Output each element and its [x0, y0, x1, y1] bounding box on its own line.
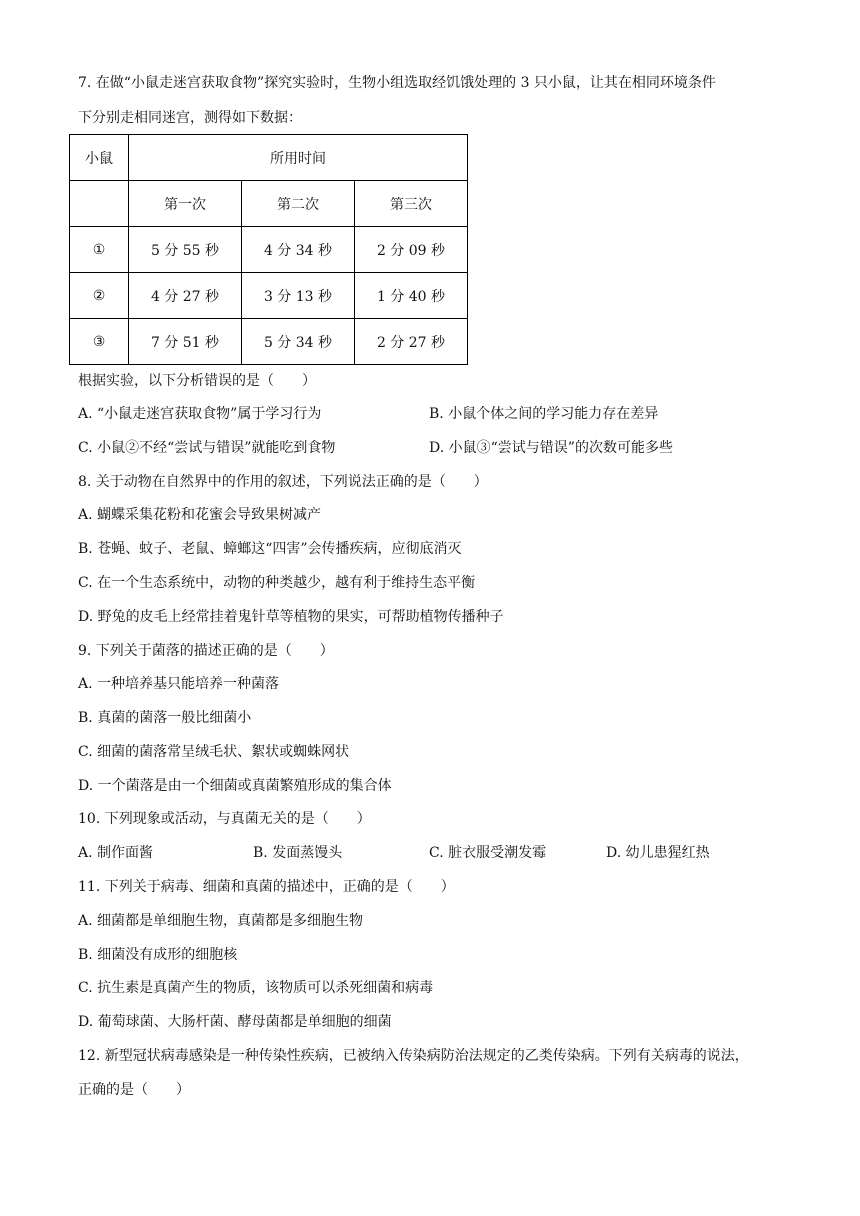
mouse-id: ①	[70, 227, 129, 273]
q9-option-c: C. 细菌的菌落常呈绒毛状、絮状或蜘蛛网状	[78, 744, 350, 760]
trial-time: 4 分 34 秒	[242, 227, 355, 273]
q10-option-d: D. 幼儿患猩红热	[606, 845, 710, 861]
q11-option-b: B. 细菌没有成形的细胞核	[78, 947, 238, 963]
mouse-id: ③	[70, 319, 129, 365]
q10-option-b: B. 发面蒸馒头	[253, 845, 343, 861]
q10-option-c: C. 脏衣服受潮发霉	[429, 845, 547, 861]
q7-stem-line1: 7. 在做“小鼠走迷宫获取食物”探究实验时，生物小组选取经饥饿处理的 3 只小鼠，让其在相同环境条件	[78, 75, 716, 91]
q8-option-a: A. 蝴蝶采集花粉和花蜜会导致果树减产	[78, 507, 322, 523]
trial-time: 1 分 40 秒	[355, 273, 468, 319]
table-row	[70, 227, 468, 273]
trial-time: 2 分 27 秒	[355, 319, 468, 365]
q12-stem-line2: 正确的是（ ）	[78, 1082, 190, 1098]
q11-option-a: A. 细菌都是单细胞生物，真菌都是多细胞生物	[78, 913, 364, 929]
table-header-row	[70, 135, 468, 181]
q7-option-d: D. 小鼠③“尝试与错误”的次数可能多些	[429, 440, 673, 456]
trial-time: 4 分 27 秒	[129, 273, 242, 319]
q9-option-d: D. 一个菌落是由一个细菌或真菌繁殖形成的集合体	[78, 778, 392, 794]
q11-stem: 11. 下列关于病毒、细菌和真菌的描述中，正确的是（ ）	[78, 879, 455, 895]
trial-time: 2 分 09 秒	[355, 227, 468, 273]
maze-time-table	[69, 134, 468, 365]
q8-option-b: B. 苍蝇、蚊子、老鼠、蟑螂这“四害”会传播疾病，应彻底消灭	[78, 541, 462, 557]
header-trial-2: 第二次	[242, 181, 355, 227]
q8-option-d: D. 野兔的皮毛上经常挂着鬼针草等植物的果实，可帮助植物传播种子	[78, 609, 504, 625]
q10-stem: 10. 下列现象或活动，与真菌无关的是（ ）	[78, 811, 371, 827]
header-trial-1: 第一次	[129, 181, 242, 227]
q9-stem: 9. 下列关于菌落的描述正确的是（ ）	[78, 643, 334, 659]
table-subheader-row	[70, 181, 468, 227]
header-trial-3: 第三次	[355, 181, 468, 227]
q12-stem-line1: 12. 新型冠状病毒感染是一种传染性疾病，已被纳入传染病防治法规定的乙类传染病。下列有关病毒的说法，	[78, 1048, 749, 1064]
mouse-id: ②	[70, 273, 129, 319]
trial-time: 5 分 34 秒	[242, 319, 355, 365]
table-row	[70, 319, 468, 365]
q7-option-b: B. 小鼠个体之间的学习能力存在差异	[429, 406, 659, 422]
table-row	[70, 273, 468, 319]
q8-stem: 8. 关于动物在自然界中的作用的叙述，下列说法正确的是（ ）	[78, 474, 488, 490]
header-empty	[70, 181, 129, 227]
q7-option-a: A. “小鼠走迷宫获取食物”属于学习行为	[78, 406, 322, 422]
q7-stem-line2: 下分别走相同迷宫，测得如下数据：	[78, 110, 302, 126]
header-mouse: 小鼠	[70, 135, 129, 181]
q8-option-c: C. 在一个生态系统中，动物的种类越少，越有利于维持生态平衡	[78, 575, 476, 591]
q11-option-c: C. 抗生素是真菌产生的物质，该物质可以杀死细菌和病毒	[78, 980, 434, 996]
q9-option-b: B. 真菌的菌落一般比细菌小	[78, 710, 252, 726]
trial-time: 3 分 13 秒	[242, 273, 355, 319]
q9-option-a: A. 一种培养基只能培养一种菌落	[78, 676, 280, 692]
trial-time: 7 分 51 秒	[129, 319, 242, 365]
q11-option-d: D. 葡萄球菌、大肠杆菌、酵母菌都是单细胞的细菌	[78, 1014, 392, 1030]
header-time: 所用时间	[129, 135, 468, 181]
trial-time: 5 分 55 秒	[129, 227, 242, 273]
q10-option-a: A. 制作面酱	[78, 845, 154, 861]
q7-option-c: C. 小鼠②不经“尝试与错误”就能吃到食物	[78, 440, 336, 456]
q7-question: 根据实验，以下分析错误的是（ ）	[78, 373, 316, 389]
